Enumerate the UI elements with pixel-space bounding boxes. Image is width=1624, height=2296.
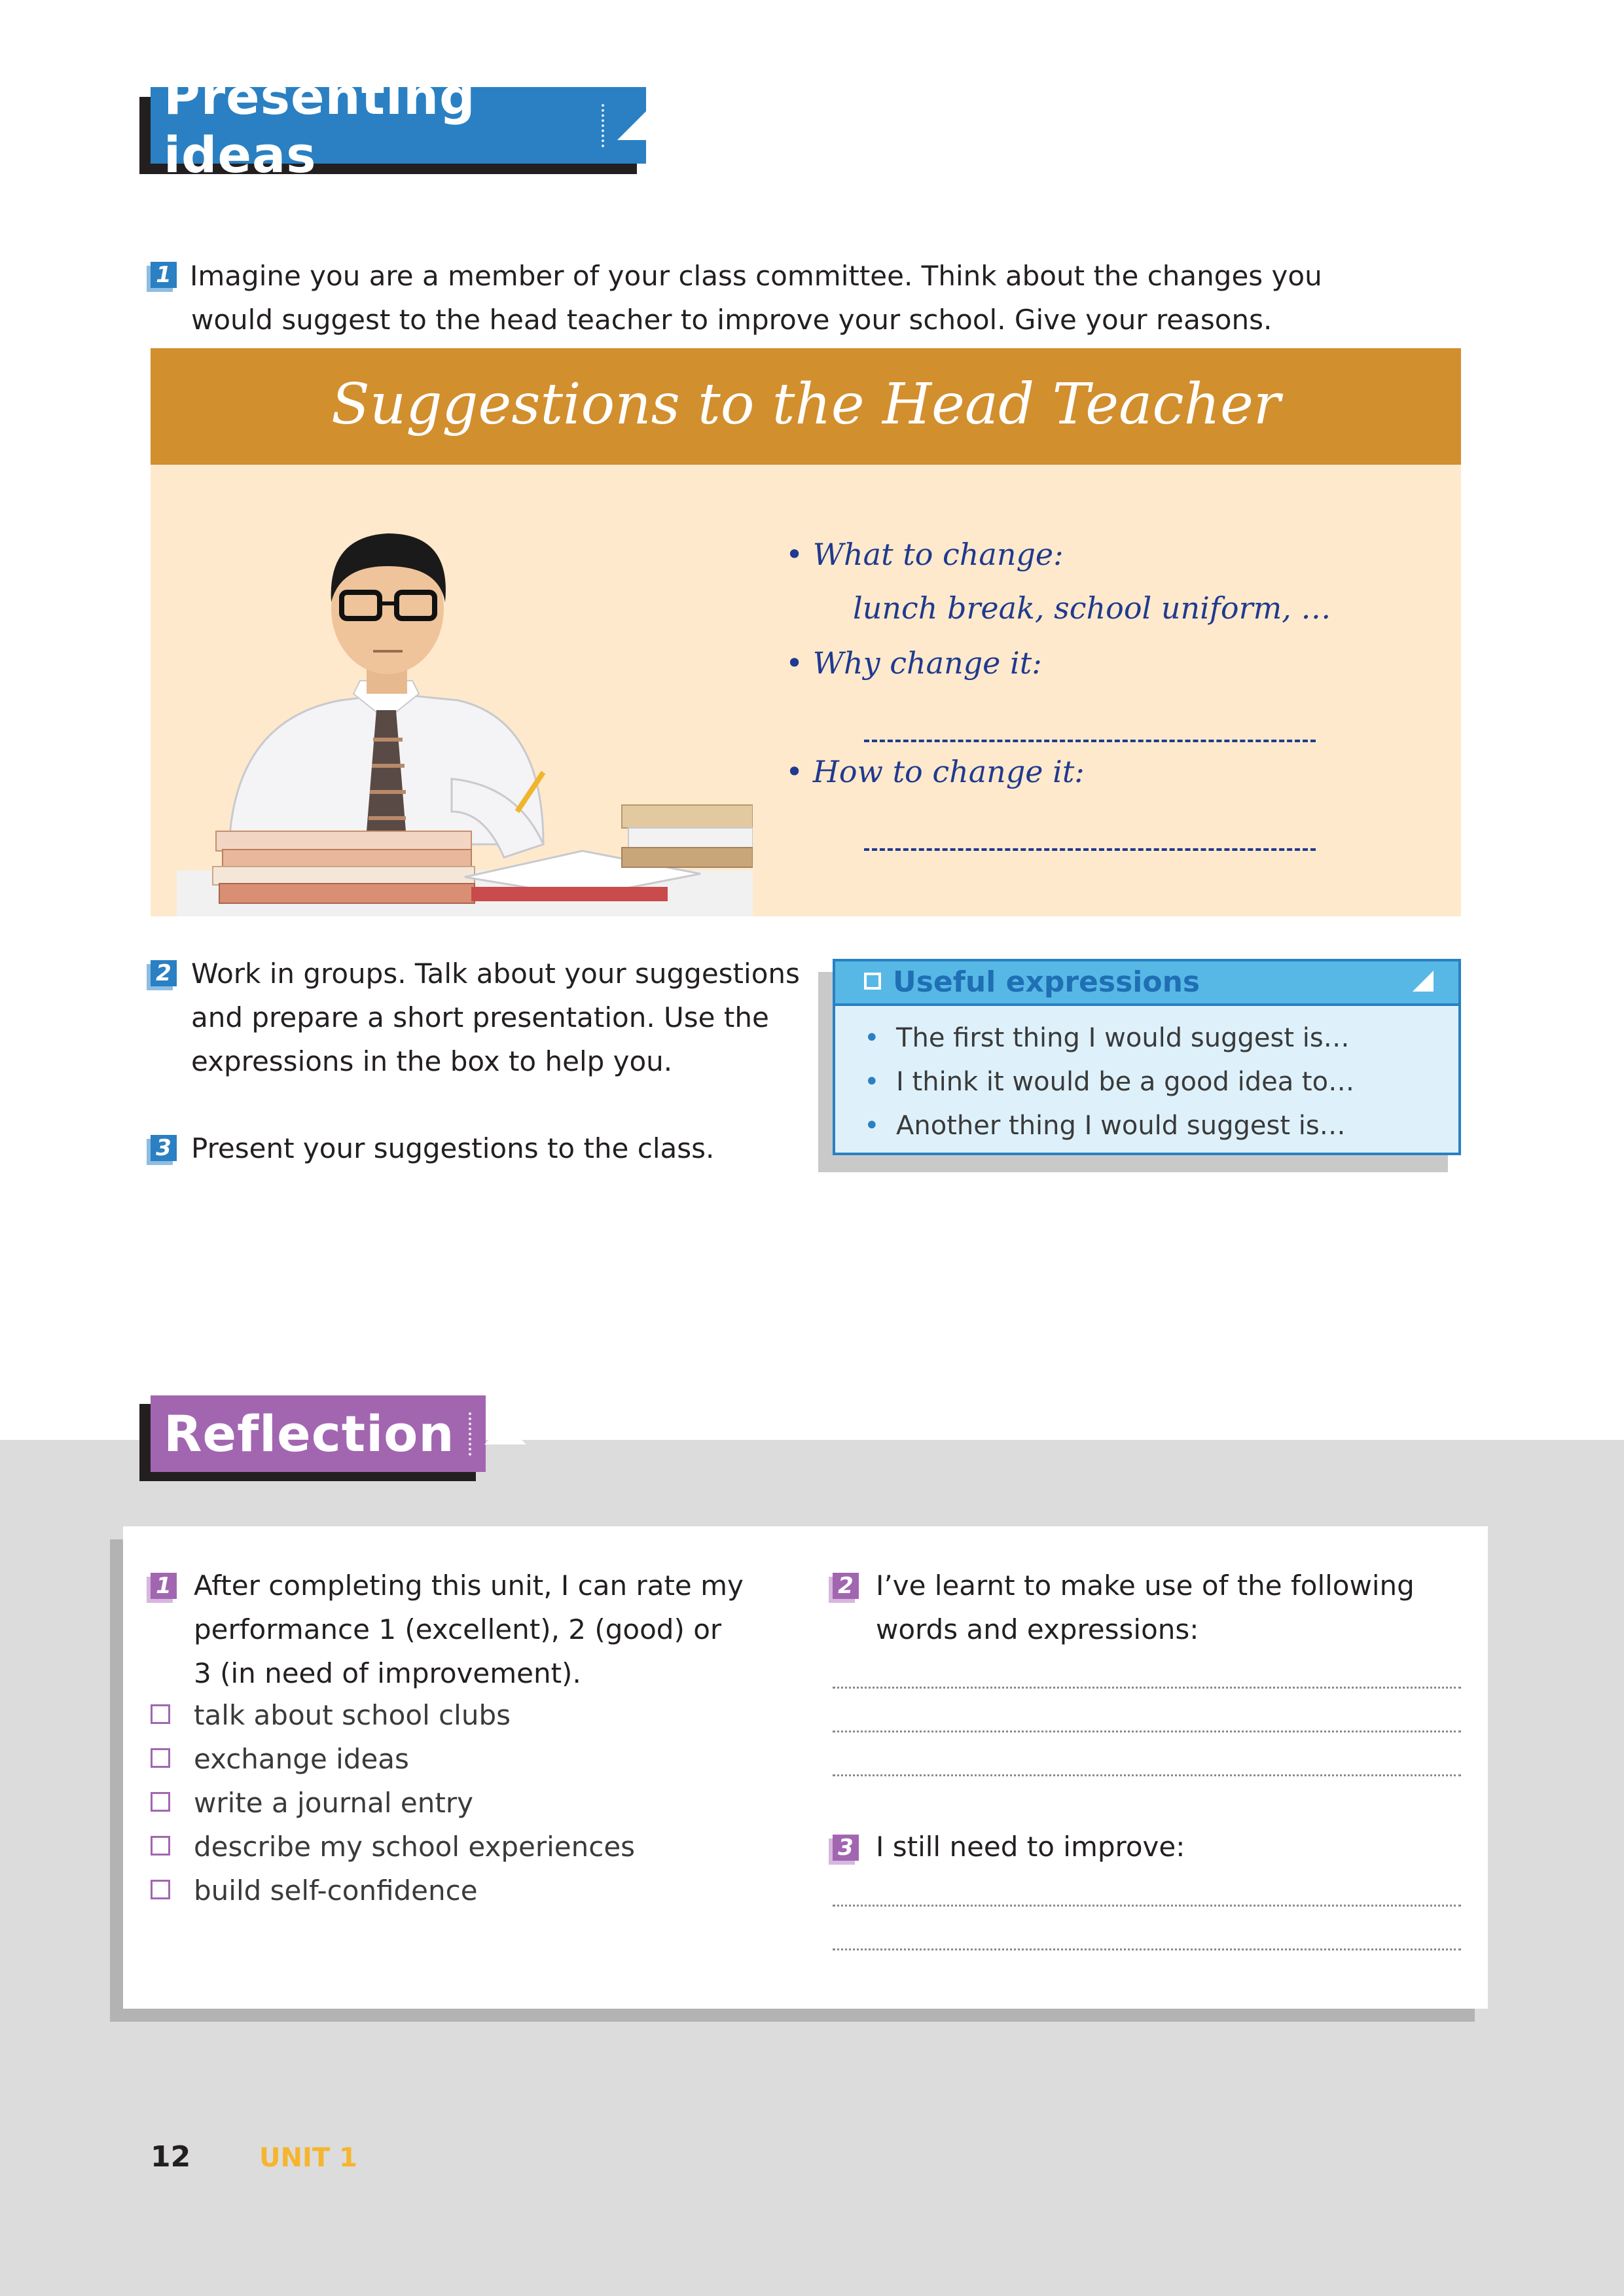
unit-label: UNIT 1 xyxy=(259,2143,357,2173)
checklist-item: exchange ideas xyxy=(194,1743,409,1775)
question-text: 3 (in need of improvement). xyxy=(194,1657,581,1689)
bullet-how: • How to change it: xyxy=(785,754,1085,789)
question-text: I still need to improve: xyxy=(876,1831,1185,1863)
suggestions-panel-header xyxy=(151,348,1461,465)
task-text: Work in groups. Talk about your suggestions xyxy=(191,958,800,990)
corner-triangle-icon xyxy=(617,111,646,140)
student-illustration xyxy=(177,504,753,916)
self-rating-checkbox[interactable] xyxy=(151,1792,170,1812)
task-number: 1 xyxy=(151,262,177,288)
expression-item: • Another thing I would suggest is… xyxy=(864,1111,1346,1141)
writing-line[interactable] xyxy=(833,1948,1461,1950)
writing-line[interactable] xyxy=(833,1731,1461,1732)
self-rating-checkbox[interactable] xyxy=(151,1836,170,1856)
task-text: and prepare a short presentation. Use the xyxy=(191,1001,769,1033)
task-text: would suggest to the head teacher to improve your school. Give your reasons. xyxy=(191,304,1272,336)
writing-line[interactable] xyxy=(833,1774,1461,1776)
writing-line[interactable] xyxy=(833,1905,1461,1907)
title-separator xyxy=(469,1412,471,1456)
task-text: Imagine you are a member of your class committee. Think about the changes you xyxy=(190,260,1322,292)
panel-title: Suggestions to the Head Teacher xyxy=(331,372,1280,437)
answer-line xyxy=(864,848,1316,851)
section-header-reflection xyxy=(151,1395,486,1472)
question-text: I’ve learnt to make use of the following xyxy=(876,1570,1415,1602)
square-icon xyxy=(864,973,881,990)
self-rating-checkbox[interactable] xyxy=(151,1704,170,1724)
self-rating-checkbox[interactable] xyxy=(151,1880,170,1899)
question-text: After completing this unit, I can rate my xyxy=(194,1570,744,1602)
bullet-what-answer: lunch break, school uniform, … xyxy=(853,590,1331,626)
useful-expressions-box xyxy=(833,959,1461,1155)
bullet-what: • What to change: xyxy=(785,537,1064,572)
bullet-why: • Why change it: xyxy=(785,645,1042,681)
section-title: Reflection xyxy=(164,1405,455,1463)
section-header-presenting-ideas xyxy=(151,67,646,184)
answer-line xyxy=(864,740,1316,742)
useful-expressions-title: Useful expressions xyxy=(893,965,1200,999)
question-number: 3 xyxy=(833,1835,859,1861)
question-text: performance 1 (excellent), 2 (good) or xyxy=(194,1613,722,1645)
writing-line[interactable] xyxy=(833,1687,1461,1689)
task-number: 2 xyxy=(151,960,177,986)
checklist-item: build self-confidence xyxy=(194,1874,478,1907)
section-title: Presenting ideas xyxy=(164,67,476,184)
useful-expressions-header xyxy=(835,961,1458,1006)
self-rating-checkbox[interactable] xyxy=(151,1748,170,1768)
up-triangle-icon xyxy=(484,1424,526,1444)
question-text: words and expressions: xyxy=(876,1613,1199,1645)
checklist-item: describe my school experiences xyxy=(194,1831,636,1863)
task-number: 3 xyxy=(151,1135,177,1161)
task-text: Present your suggestions to the class. xyxy=(191,1132,715,1164)
page-number: 12 xyxy=(151,2140,191,2174)
corner-triangle-icon xyxy=(1413,971,1434,992)
title-separator xyxy=(602,104,604,147)
question-number: 2 xyxy=(833,1573,859,1599)
checklist-item: talk about school clubs xyxy=(194,1699,511,1731)
expression-item: • The first thing I would suggest is… xyxy=(864,1023,1350,1053)
task-text: expressions in the box to help you. xyxy=(191,1045,673,1077)
suggestions-panel xyxy=(151,465,1461,916)
expression-item: • I think it would be a good idea to… xyxy=(864,1067,1355,1097)
checklist-item: write a journal entry xyxy=(194,1787,473,1819)
question-number: 1 xyxy=(151,1573,177,1599)
